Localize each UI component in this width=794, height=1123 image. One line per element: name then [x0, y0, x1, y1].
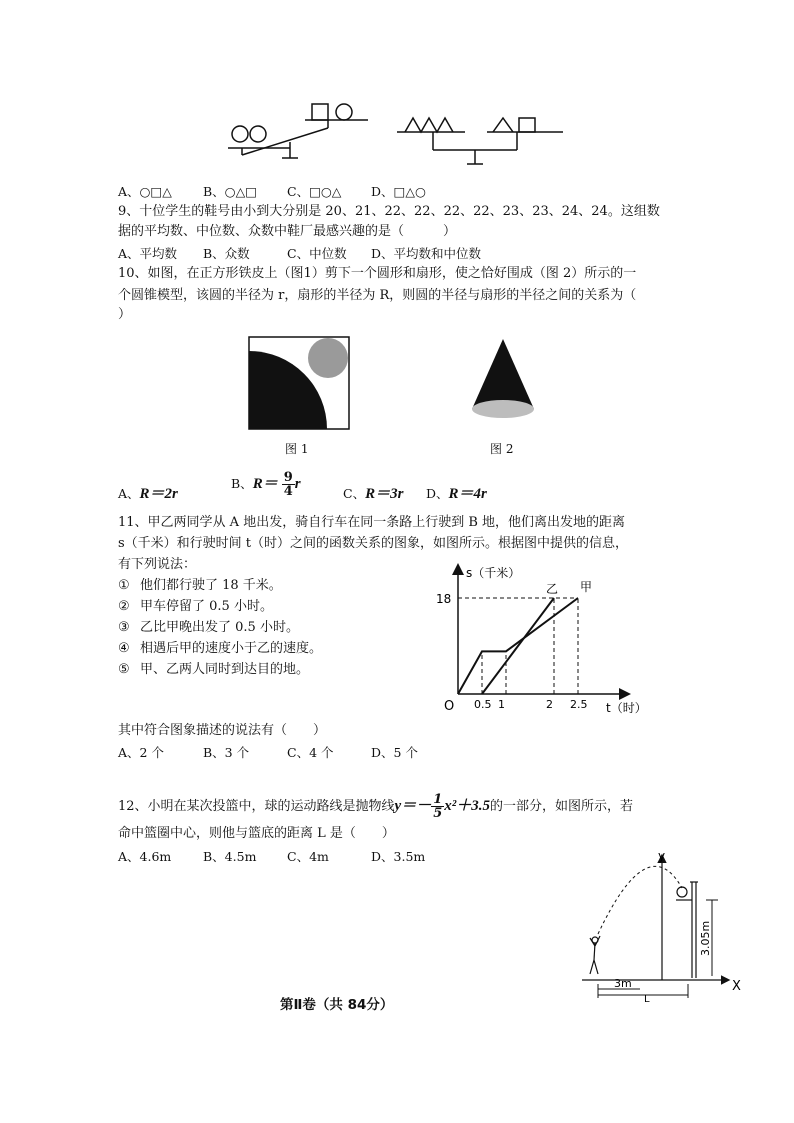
y-tick-18: 18: [436, 592, 452, 606]
figure2-caption: 图 2: [490, 442, 514, 456]
x-tick-1: 1: [498, 698, 505, 711]
q10-option-b-fraction: [282, 471, 295, 498]
q12-line1: [118, 793, 633, 820]
q12-ball-trajectory: [598, 866, 682, 934]
q12-line2: 命中篮圈中心，则他与篮底的距离 L 是（ ）: [118, 826, 395, 841]
q12-height-label: 3.05m: [699, 920, 712, 956]
series-line-yi: [482, 598, 554, 694]
series-label-jia: 甲: [580, 580, 593, 594]
q11-option-a: A、2 个: [118, 745, 164, 760]
q12-option-b: B、4.5m: [203, 849, 257, 864]
q10-option-a: [118, 482, 178, 503]
q9-option-d: D、平均数和中位数: [371, 246, 482, 261]
q11-statement-3-num: ③: [118, 620, 130, 635]
q10-option-c-label: C、: [343, 486, 366, 501]
q11-statement-5: [118, 661, 309, 679]
balance-figure-right: [395, 112, 565, 172]
q12-dist-label: 3m: [614, 977, 632, 990]
q11-statement-4: [118, 640, 322, 658]
q8-option-b: B、○△□: [203, 184, 258, 199]
q12-suffix: 的一部分，如图所示，若: [490, 799, 634, 814]
q12-basketball-figure: [578, 848, 748, 1003]
q10-option-a-expr: R＝2r: [139, 486, 178, 502]
q12-eq-lhs: y＝－: [394, 798, 432, 814]
q11-statement-5-num: ⑤: [118, 662, 130, 677]
q11-option-d: D、5 个: [371, 745, 418, 760]
q11-option-b: B、3 个: [203, 745, 250, 760]
q12-L-label: L: [644, 994, 650, 1005]
q12-option-a: A、4.6m: [118, 849, 172, 864]
q12-eq-num: 1: [433, 792, 443, 807]
q12-y-label: y: [658, 849, 666, 863]
q11-line2: s（千米）和行驶时间 t（时）之间的函数关系的图象，如图所示。根据图中提供的信息，: [118, 536, 629, 551]
q9-line1: 9、十位学生的鞋号由小到大分别是 20、21、22、22、22、22、23、23、24、24。这组数: [118, 204, 660, 219]
q11-statement-4-num: ④: [118, 641, 130, 656]
q10-option-c: [343, 482, 403, 503]
q10-option-c-expr: R＝3r: [365, 486, 404, 502]
x-tick-2.5: 2.5: [570, 698, 588, 711]
q9-option-b: B、众数: [203, 246, 250, 261]
q10-option-b-label: B、: [231, 476, 253, 491]
q10-option-d: [426, 482, 487, 503]
q8-option-d: D、□△○: [371, 184, 426, 199]
q11-statement-1-num: ①: [118, 578, 130, 593]
q11-statement-3: [118, 619, 299, 637]
section-title: 第Ⅱ卷（共 84分）: [280, 997, 394, 1013]
q10-option-d-label: D、: [426, 486, 449, 501]
q12-eq-rhs: x²＋3.5: [444, 798, 491, 814]
q10-option-b-rhs: r: [294, 476, 301, 492]
q12-eq-den: 5: [433, 806, 443, 821]
q11-statement-4-text: 相遇后甲的速度小于乙的速度。: [140, 641, 323, 656]
q12-player-icon: [590, 936, 600, 974]
x-tick-2: 2: [546, 698, 553, 711]
figure1-square-sheet: [249, 337, 349, 429]
y-axis-label: s（千米）: [466, 566, 521, 580]
q11-statement-3-text: 乙比甲晚出发了 0.5 小时。: [140, 620, 299, 635]
q12-x-label: X: [732, 979, 741, 994]
q11-line1: 11、甲乙两同学从 A 地出发，骑自行车在同一条路上行驶到 B 地，他们离出发地的距离: [118, 515, 626, 530]
q9-line2: 据的平均数、中位数、众数中鞋厂最感兴趣的是（ ）: [118, 224, 457, 239]
q12-option-d: D、3.5m: [371, 849, 426, 864]
q12-prefix: 12、小明在某次投篮中，球的运动路线是抛物线: [118, 799, 395, 814]
q11-question: 其中符合图象描述的说法有（ ）: [118, 723, 327, 738]
q10-line1: 10、如图，在正方形铁皮上（图1）剪下一个圆形和扇形，使之恰好围成（图 2）所示的一: [118, 266, 637, 281]
balance-figure-left: [220, 98, 380, 168]
q12-eq-fraction: [431, 793, 444, 820]
q11-statement-2-text: 甲车停留了 0.5 小时。: [140, 599, 273, 614]
q11-statement-2-num: ②: [118, 599, 130, 614]
q11-statement-5-text: 甲、乙两人同时到达目的地。: [140, 662, 310, 677]
q10-option-a-label: A、: [118, 486, 140, 501]
q11-line3: 有下列说法：: [118, 557, 197, 572]
q10-option-b-den: 4: [283, 484, 293, 499]
q12-hoop-icon: [676, 882, 698, 978]
q10-option-d-expr: R＝4r: [448, 486, 487, 502]
figure2-cone: [468, 335, 538, 421]
q12-option-c: C、4m: [287, 849, 329, 864]
series-label-yi: 乙: [546, 582, 559, 596]
q10-option-b-lhs: R＝: [252, 476, 278, 492]
q11-statement-1-text: 他们都行驶了 18 千米。: [140, 578, 282, 593]
q11-statement-2: [118, 598, 273, 616]
q11-option-c: C、4 个: [287, 745, 334, 760]
x-tick-0.5: 0.5: [474, 698, 492, 711]
q11-statement-1: [118, 577, 282, 595]
q10-option-b-num: 9: [283, 470, 293, 485]
q10-line2: 个圆锥模型，该圆的半径为 r，扇形的半径为 R，则圆的半径与扇形的半径之间的关系为（: [118, 288, 637, 303]
figure1-caption: 图 1: [285, 442, 309, 456]
q10-line3: ）: [118, 307, 132, 322]
origin-label: O: [444, 699, 455, 714]
q10-option-b: [231, 471, 301, 498]
q8-option-a: A、○□△: [118, 184, 172, 199]
q11-distance-time-graph: [430, 560, 670, 720]
x-axis-label: t（时）: [606, 701, 647, 715]
q8-option-c: C、□○△: [287, 184, 342, 199]
q9-option-c: C、中位数: [287, 246, 347, 261]
q9-option-a: A、平均数: [118, 246, 178, 261]
